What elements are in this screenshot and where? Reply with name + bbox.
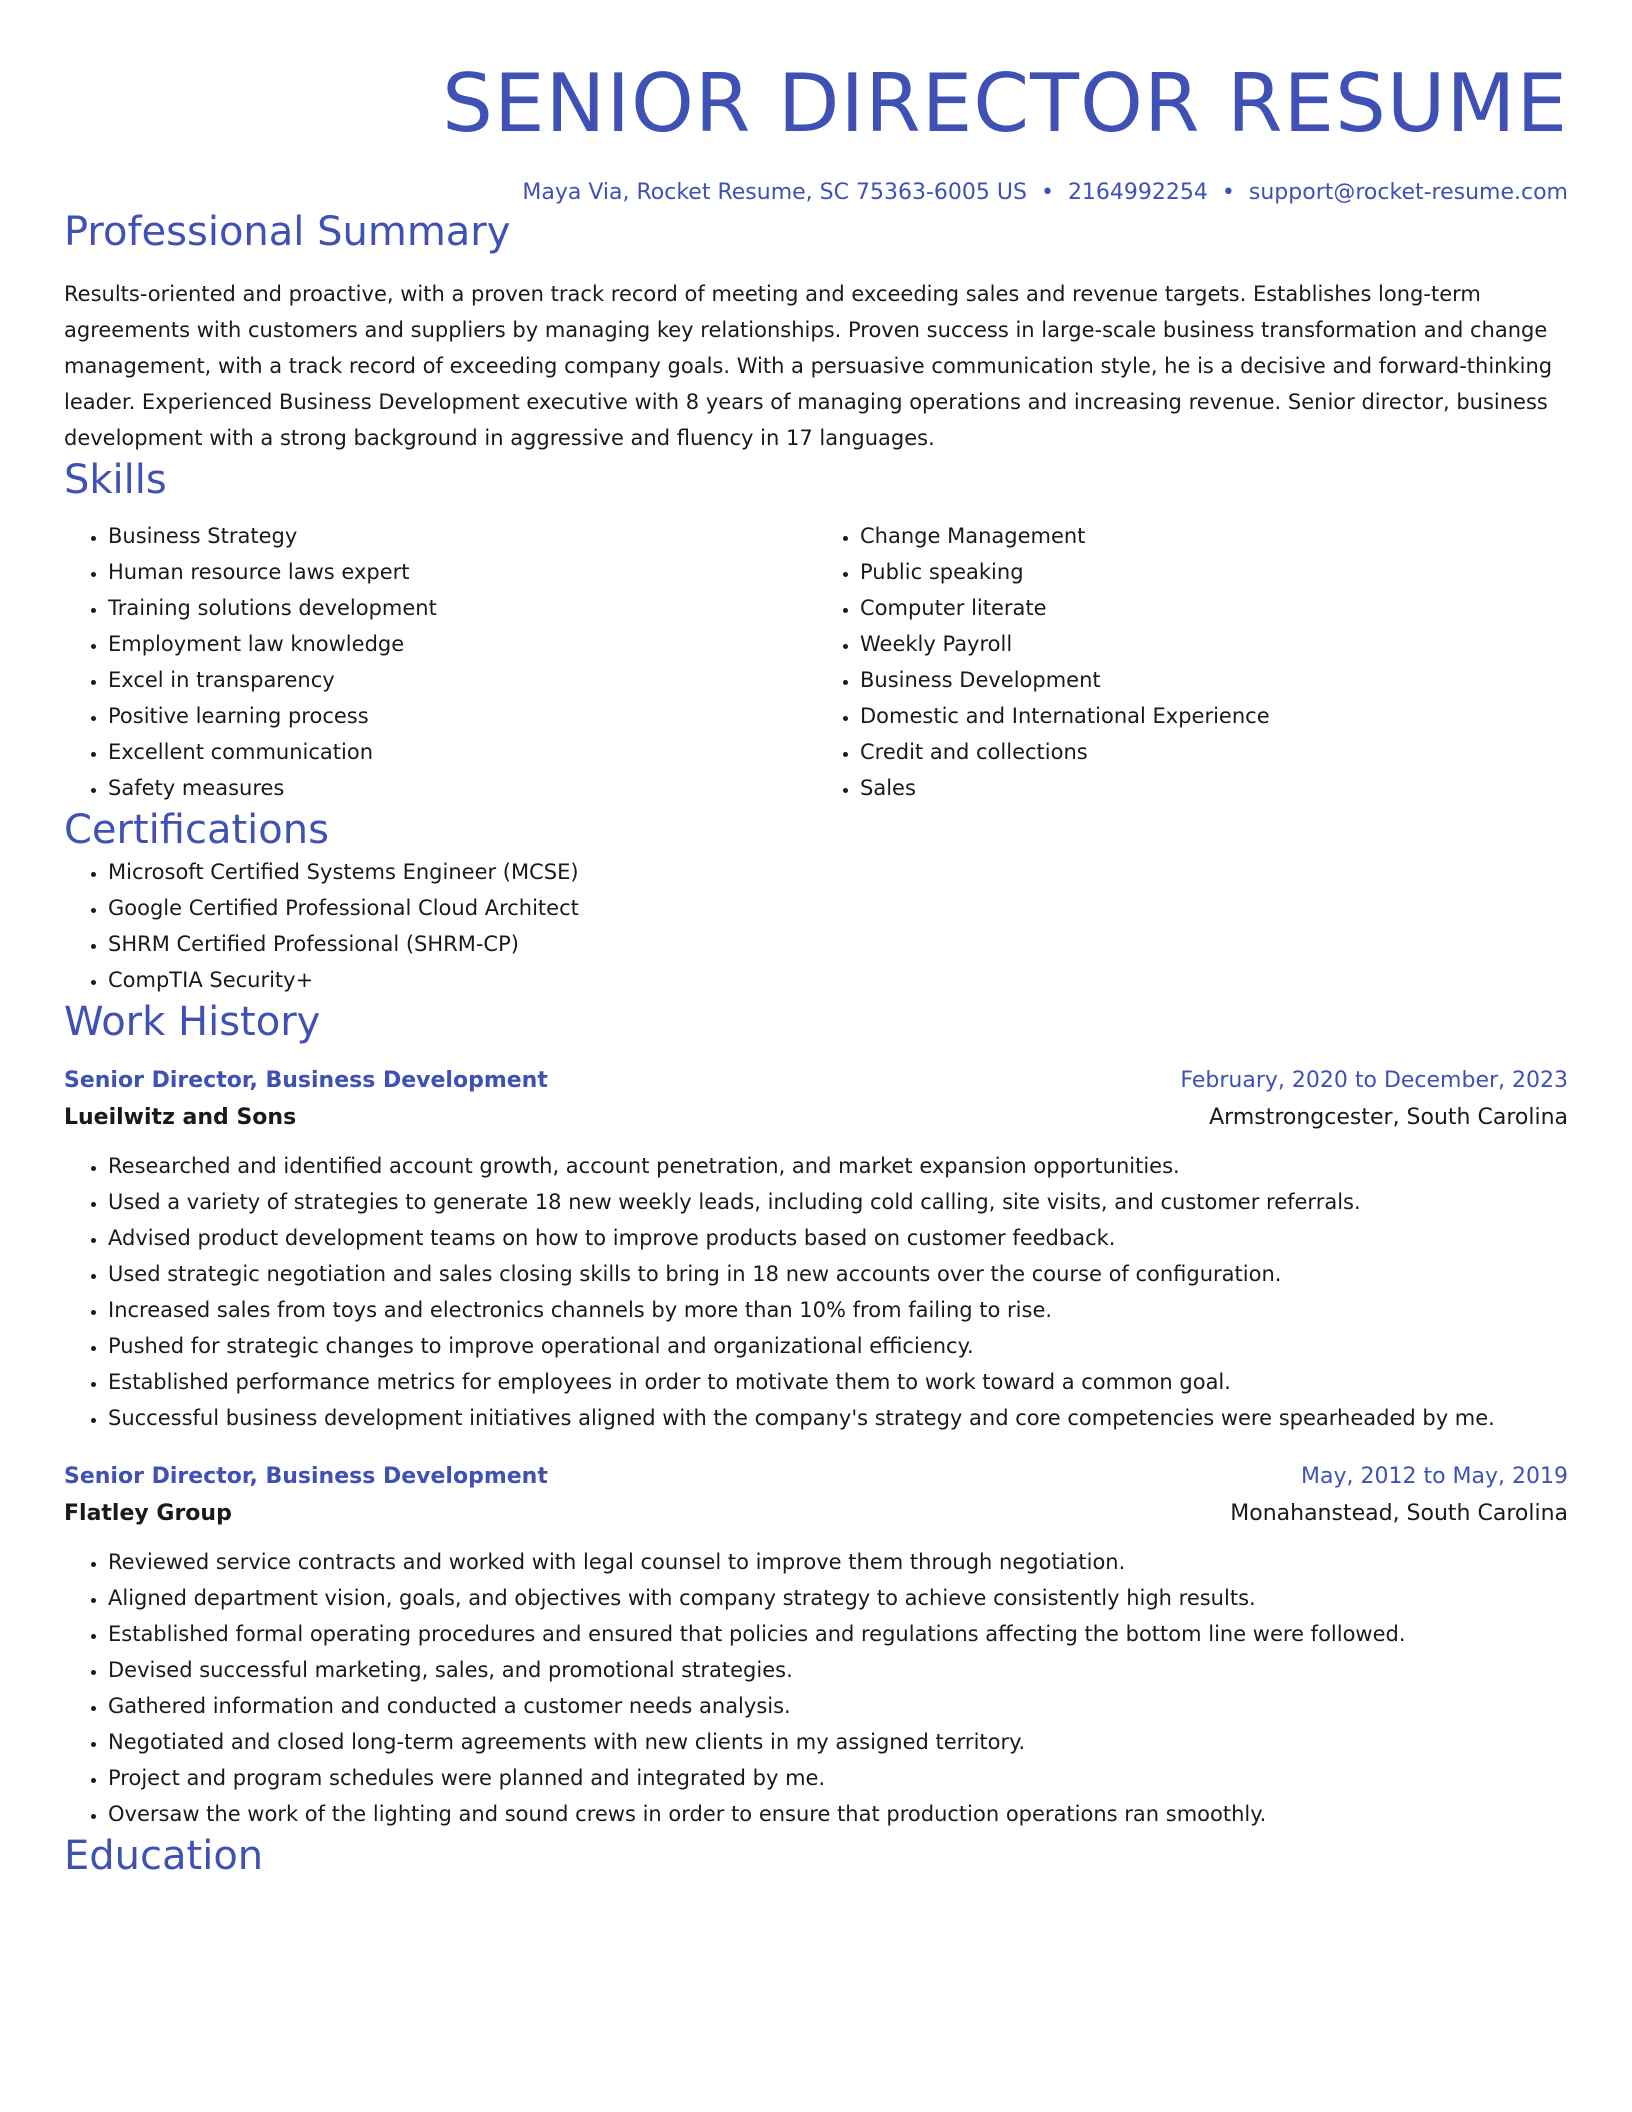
contact-separator: •	[1040, 180, 1054, 205]
certification-item: • CompTIA Security+	[108, 962, 1568, 998]
skill-item: • Training solutions development	[108, 590, 816, 626]
contact-line	[64, 178, 1568, 208]
job-bullet: • Project and program schedules were planned and integrated by me.	[108, 1760, 1568, 1796]
job-bullet: • Negotiated and closed long-term agreements with new clients in my assigned territory.	[108, 1724, 1568, 1760]
certification-item: • Google Certified Professional Cloud Architect	[108, 890, 1568, 926]
job-bullet: • Advised product development teams on how to improve products based on customer feedback.	[108, 1220, 1568, 1256]
skill-item: • Business Strategy	[108, 518, 816, 554]
skill-item: • Human resource laws expert	[108, 554, 816, 590]
skill-item: • Excel in transparency	[108, 662, 816, 698]
resume-title: SENIOR DIRECTOR RESUME	[442, 57, 1568, 150]
job-bullet: • Oversaw the work of the lighting and sound crews in order to ensure that production operations ran smoothly.	[108, 1796, 1568, 1832]
job-bullet: • Reviewed service contracts and worked with legal counsel to improve them through negotiation.	[108, 1544, 1568, 1580]
job-title: Senior Director, Business Development	[64, 1464, 548, 1489]
job-bullet: • Used a variety of strategies to generate 18 new weekly leads, including cold calling, site visits, and customer referrals.	[108, 1184, 1568, 1220]
work-history-heading: Work History	[64, 999, 321, 1045]
job-subheader-row	[64, 1492, 1568, 1532]
job-bullets	[64, 1544, 1568, 1832]
job-entry	[64, 1462, 1568, 1832]
job-bullet: • Gathered information and conducted a customer needs analysis.	[108, 1688, 1568, 1724]
job-dates: February, 2020 to December, 2023	[1180, 1068, 1568, 1093]
job-title: Senior Director, Business Development	[64, 1068, 548, 1093]
job-company: Lueilwitz and Sons	[64, 1105, 297, 1130]
job-bullet: • Used strategic negotiation and sales closing skills to bring in 18 new accounts over the course of configuration.	[108, 1256, 1568, 1292]
job-dates: May, 2012 to May, 2019	[1301, 1464, 1568, 1489]
skills-list-left	[64, 518, 816, 806]
skill-item: • Domestic and International Experience	[860, 698, 1568, 734]
skills-heading: Skills	[64, 457, 167, 503]
skill-item: • Positive learning process	[108, 698, 816, 734]
education-heading: Education	[64, 1833, 264, 1879]
skill-item: • Change Management	[860, 518, 1568, 554]
skill-item: • Sales	[860, 770, 1568, 806]
job-entry	[64, 1066, 1568, 1436]
skill-item: • Employment law knowledge	[108, 626, 816, 662]
job-bullet: • Increased sales from toys and electronics channels by more than 10% from failing to rise.	[108, 1292, 1568, 1328]
skill-item: • Safety measures	[108, 770, 816, 806]
job-company: Flatley Group	[64, 1501, 232, 1526]
certifications-heading: Certifications	[64, 807, 329, 853]
job-header-row	[64, 1066, 1568, 1096]
certification-item: • Microsoft Certified Systems Engineer (MCSE)	[108, 854, 1568, 890]
skill-item: • Public speaking	[860, 554, 1568, 590]
skill-item: • Credit and collections	[860, 734, 1568, 770]
contact-email[interactable]: support@rocket-resume.com	[1248, 180, 1568, 205]
job-subheader-row	[64, 1096, 1568, 1136]
job-bullet: • Established formal operating procedures and ensured that policies and regulations affecting the bottom line were followed.	[108, 1616, 1568, 1652]
certification-item: • SHRM Certified Professional (SHRM-CP)	[108, 926, 1568, 962]
skills-columns	[64, 518, 1568, 806]
job-bullet: • Researched and identified account growth, account penetration, and market expansion opportunities.	[108, 1148, 1568, 1184]
contact-separator: •	[1221, 180, 1235, 205]
skill-item: • Excellent communication	[108, 734, 816, 770]
job-bullets	[64, 1148, 1568, 1436]
summary-text: Results-oriented and proactive, with a proven track record of meeting and exceeding sales and revenue targets. Establishes long-term agreements with customers and suppliers by managing key relationships. Proven success in large-scale business transformation and change management, with a track record of exceeding company goals. With a persuasive communication style, he is a decisive and forward-thinking leader. Experienced Business Development executive with 8 years of managing operations and increasing revenue. Senior director, business development with a strong background in aggressive and fluency in 17 languages.	[64, 282, 1553, 450]
job-bullet: • Aligned department vision, goals, and objectives with company strategy to achieve consistently high results.	[108, 1580, 1568, 1616]
contact-address: Maya Via, Rocket Resume, SC 75363-6005 US	[522, 180, 1027, 205]
skill-item: • Business Development	[860, 662, 1568, 698]
skill-item: • Weekly Payroll	[860, 626, 1568, 662]
job-header-row	[64, 1462, 1568, 1492]
skills-list-right	[816, 518, 1568, 806]
job-bullet: • Pushed for strategic changes to improve operational and organizational efficiency.	[108, 1328, 1568, 1364]
summary-heading: Professional Summary	[64, 209, 511, 255]
job-bullet: • Established performance metrics for employees in order to motivate them to work toward a common goal.	[108, 1364, 1568, 1400]
job-location: Armstrongcester, South Carolina	[1209, 1105, 1568, 1130]
certifications-list	[64, 854, 1568, 998]
job-bullet: • Successful business development initiatives aligned with the company's strategy and core competencies were spearheaded by me.	[108, 1400, 1568, 1436]
skill-item: • Computer literate	[860, 590, 1568, 626]
job-location: Monahanstead, South Carolina	[1230, 1501, 1568, 1526]
contact-phone[interactable]: 2164992254	[1067, 180, 1208, 205]
job-bullet: • Devised successful marketing, sales, and promotional strategies.	[108, 1652, 1568, 1688]
